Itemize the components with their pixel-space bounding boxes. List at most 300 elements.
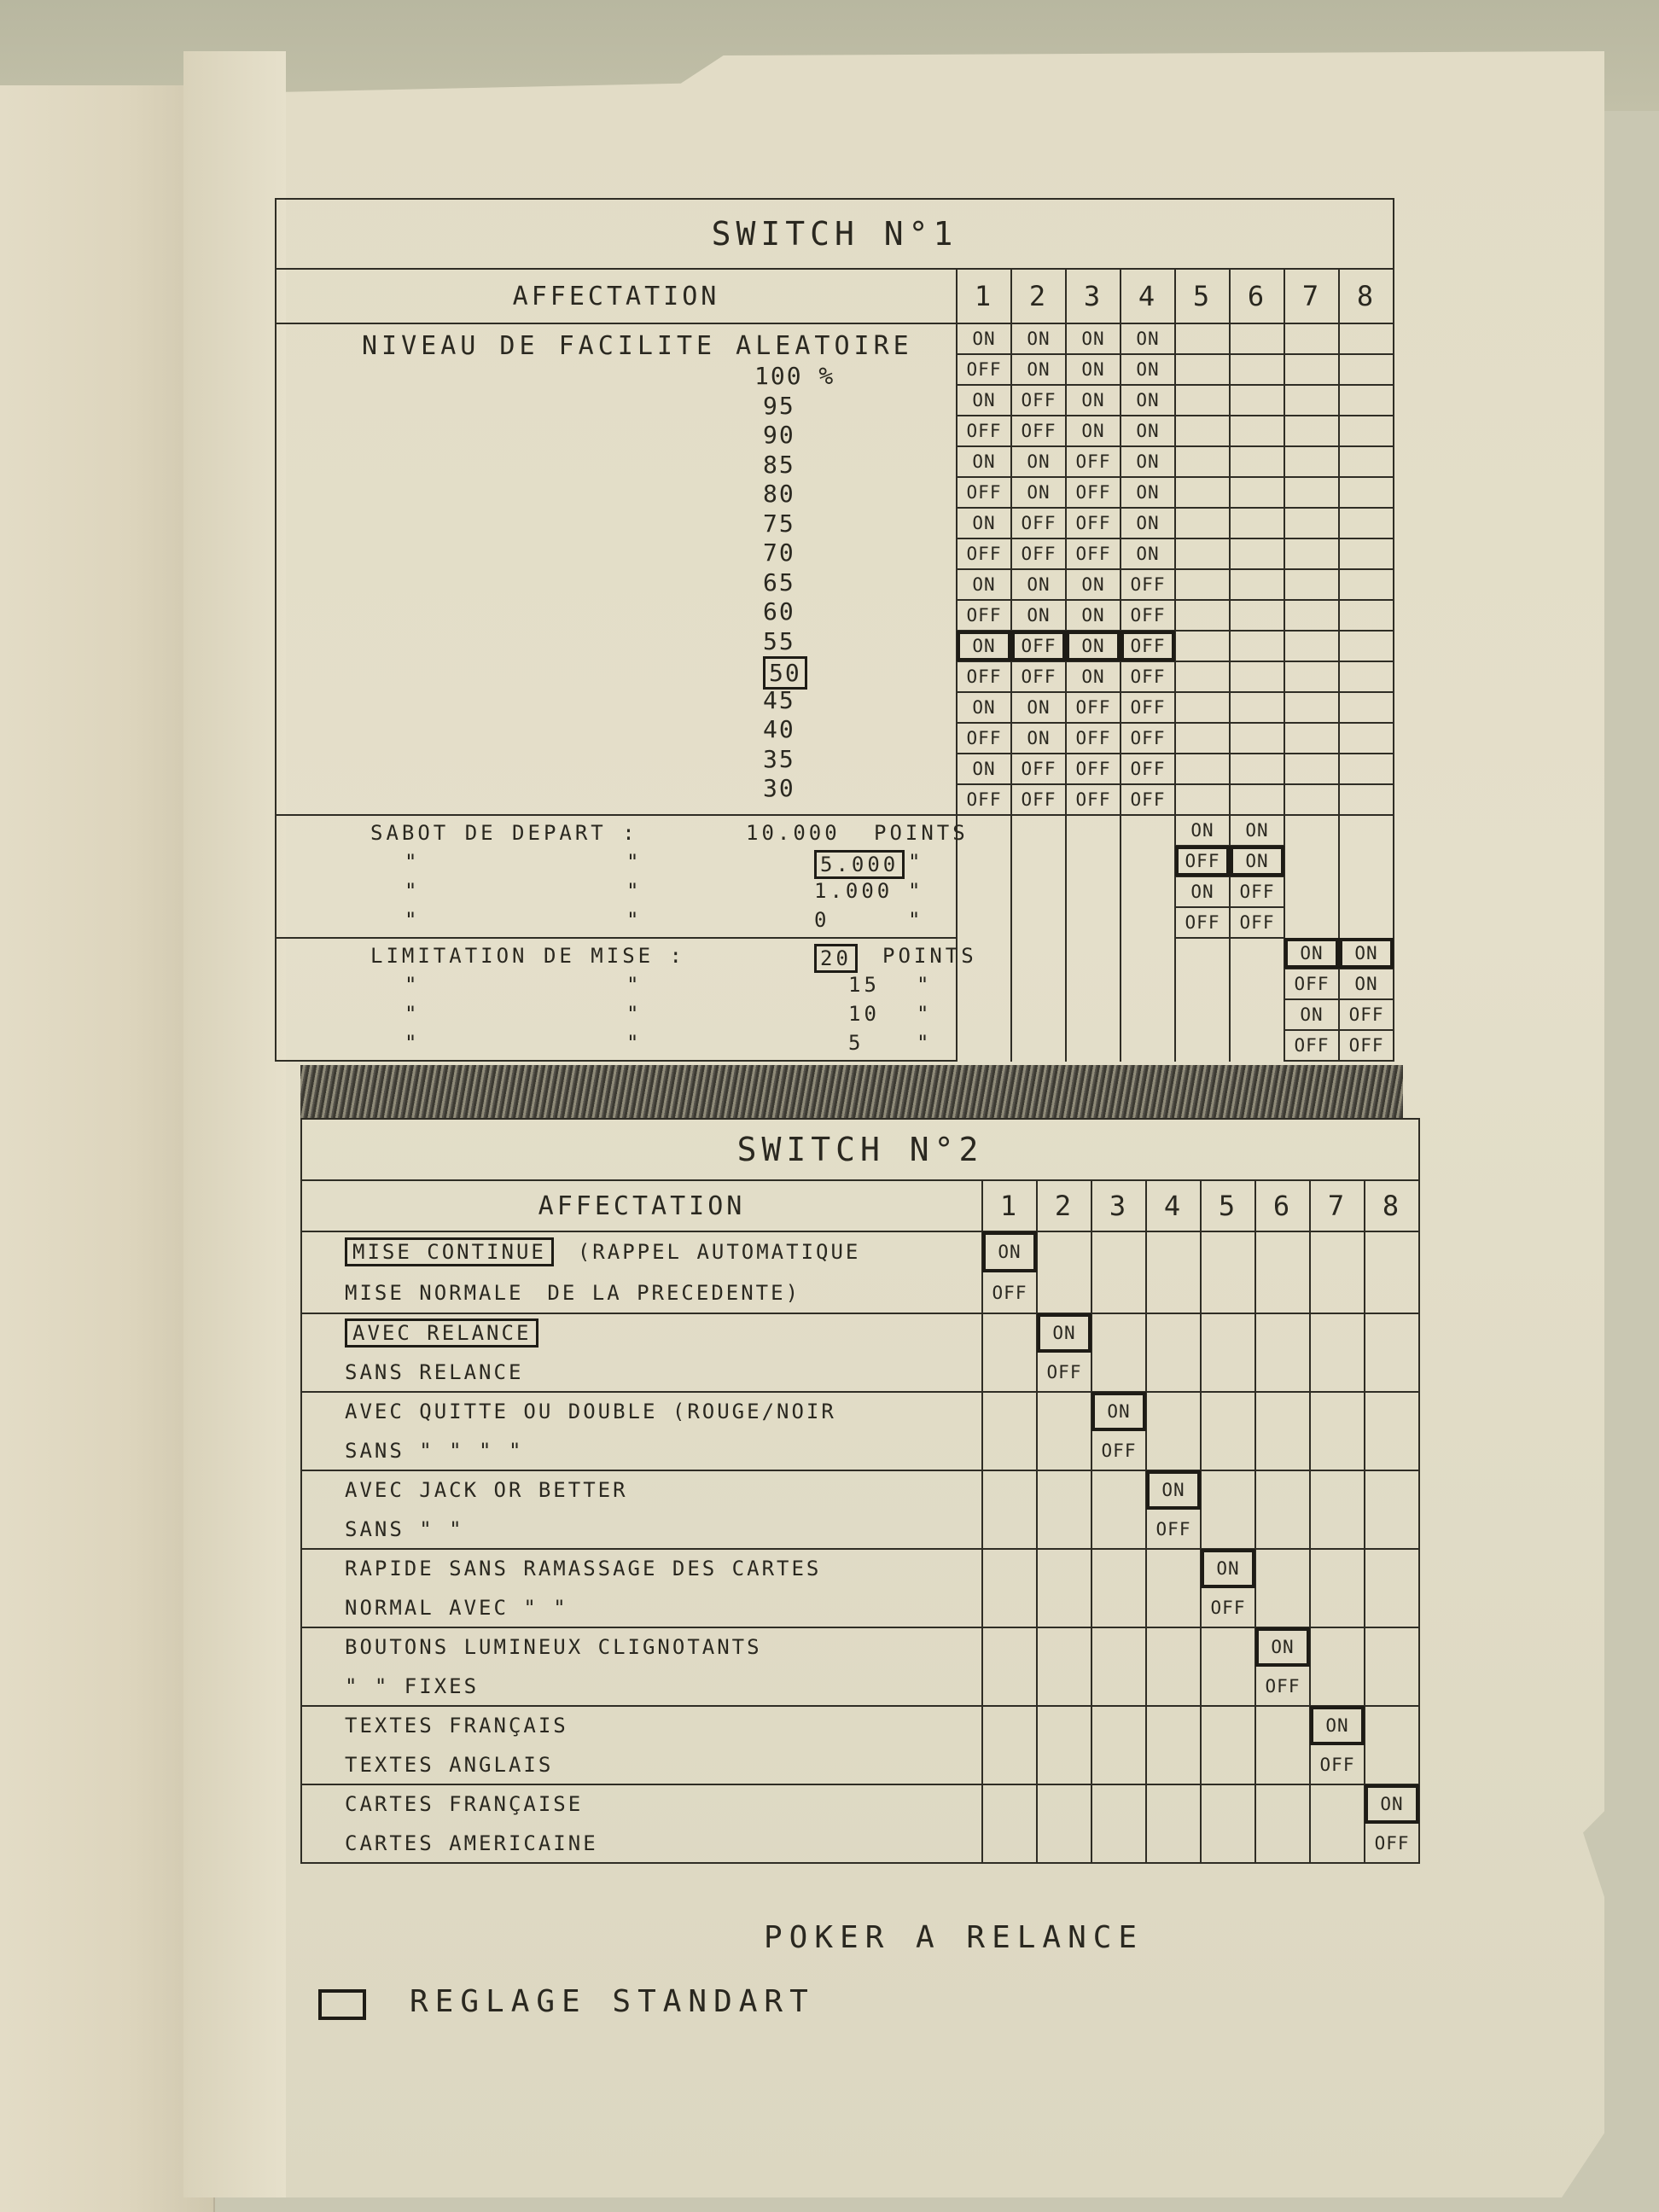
switch-value-cell <box>1255 1470 1310 1510</box>
switch-value-cell: ON <box>1175 876 1230 907</box>
switch-value-cell: OFF <box>1011 416 1066 446</box>
column-header: 2 <box>1037 1180 1091 1231</box>
switch-value-cell <box>1365 1510 1419 1549</box>
switch-value-cell <box>1230 723 1284 754</box>
switch-value-cell <box>1339 354 1394 385</box>
switch-value-cell <box>1230 600 1284 631</box>
switch-value-cell <box>1011 815 1066 846</box>
switch-value-cell <box>1037 1824 1091 1863</box>
switch-value-cell: OFF <box>1175 907 1230 938</box>
option-text: CARTES AMERICAINE <box>345 1831 598 1855</box>
switch-value-cell: ON <box>1121 508 1175 538</box>
switch-value-cell <box>1146 1824 1201 1863</box>
switch-value-cell <box>1284 754 1339 784</box>
switch-value-cell: OFF <box>1121 784 1175 815</box>
sabot-line <box>370 821 969 845</box>
switch-value-cell <box>1091 1549 1146 1588</box>
option-text: SANS RELANCE <box>345 1360 524 1384</box>
switch2-row <box>301 1706 1419 1745</box>
switch-value-cell <box>1339 661 1394 692</box>
switch-value-cell <box>1121 999 1175 1030</box>
switch2-option-label <box>301 1272 982 1313</box>
switch-value-cell <box>1339 723 1394 754</box>
switch-value-cell <box>1339 446 1394 477</box>
switch-value-cell <box>1230 661 1284 692</box>
switch-value-cell: ON <box>957 692 1011 723</box>
switch-value-cell <box>957 1030 1011 1061</box>
switch-value-cell <box>1121 815 1175 846</box>
switch-value-cell <box>1175 661 1230 692</box>
switch-value-cell <box>1175 784 1230 815</box>
switch-value-cell <box>1284 815 1339 846</box>
switch-value-cell <box>1091 1627 1146 1667</box>
switch-value-cell <box>1284 416 1339 446</box>
switch2-row <box>301 1588 1419 1627</box>
switch-value-cell <box>1230 477 1284 508</box>
switch-value-cell <box>982 1627 1037 1667</box>
switch-value-cell <box>1230 631 1284 661</box>
switch-value-cell <box>1066 815 1121 846</box>
niveau-label: NIVEAU DE FACILITE ALEATOIRE <box>362 331 913 361</box>
switch-value-cell: ON <box>1011 354 1066 385</box>
switch-value-cell: ON <box>1175 815 1230 846</box>
switch-value-cell: OFF <box>1175 846 1230 876</box>
switch-value-cell <box>1339 508 1394 538</box>
standard-setting-legend-box <box>318 1989 366 2020</box>
switch-value-cell <box>1339 876 1394 907</box>
switch-value-cell <box>1284 723 1339 754</box>
niveau-level: 55 <box>763 626 795 655</box>
switch-value-cell <box>1146 1627 1201 1667</box>
switch-value-cell <box>1230 446 1284 477</box>
switch-value-cell: ON <box>1091 1392 1146 1431</box>
switch-value-cell <box>982 1745 1037 1784</box>
switch-value-cell <box>1037 1231 1091 1272</box>
limitation-amount: 15 <box>848 973 880 997</box>
switch2-table <box>300 1118 1420 1864</box>
switch-value-cell: OFF <box>957 354 1011 385</box>
switch-value-cell: OFF <box>1011 754 1066 784</box>
switch-value-cell <box>957 846 1011 876</box>
switch2-option-label <box>301 1470 982 1510</box>
switch-value-cell <box>1121 876 1175 907</box>
switch-value-cell: OFF <box>1230 876 1284 907</box>
switch-value-cell <box>1230 1030 1284 1061</box>
switch-value-cell <box>1339 323 1394 354</box>
switch-value-cell <box>1365 1353 1419 1392</box>
switch-value-cell <box>1175 723 1230 754</box>
switch-value-cell: ON <box>1121 538 1175 569</box>
switch-value-cell <box>1121 846 1175 876</box>
niveau-level: 65 <box>763 568 795 597</box>
switch-value-cell <box>1146 1353 1201 1392</box>
switch2-row <box>301 1627 1419 1667</box>
switch-value-cell <box>982 1549 1037 1588</box>
switch-value-cell: ON <box>1121 354 1175 385</box>
column-header: 5 <box>1201 1180 1255 1231</box>
switch-value-cell: ON <box>957 385 1011 416</box>
switch-value-cell <box>1365 1745 1419 1784</box>
switch-value-cell <box>1175 477 1230 508</box>
switch-value-cell <box>1365 1588 1419 1627</box>
switch2-row <box>301 1392 1419 1431</box>
sabot-amount: 5.000 <box>814 850 905 879</box>
niveau-level: 95 <box>763 391 795 420</box>
switch-value-cell <box>1091 1353 1146 1392</box>
switch-value-cell <box>1339 538 1394 569</box>
switch-value-cell <box>1091 1510 1146 1549</box>
switch-value-cell: OFF <box>1284 969 1339 999</box>
switch-value-cell <box>1310 1627 1365 1667</box>
switch-value-cell <box>1255 1431 1310 1470</box>
switch-value-cell <box>982 1706 1037 1745</box>
switch-value-cell: OFF <box>1066 477 1121 508</box>
limitation-unit: " <box>917 1031 933 1055</box>
sabot-amount: 1.000 <box>814 879 894 903</box>
switch-value-cell: ON <box>1284 999 1339 1030</box>
switch-value-cell <box>1310 1549 1365 1588</box>
limitation-line <box>405 1002 934 1026</box>
switch-value-cell <box>1339 784 1394 815</box>
switch1-title: SWITCH N°1 <box>276 199 1394 269</box>
switch-value-cell <box>1175 938 1230 969</box>
switch-value-cell: ON <box>1121 477 1175 508</box>
switch-value-cell <box>1201 1272 1255 1313</box>
niveau-level: 90 <box>763 421 795 449</box>
switch-value-cell <box>1066 846 1121 876</box>
switch-value-cell: OFF <box>1121 754 1175 784</box>
switch-value-cell <box>1255 1313 1310 1353</box>
option-text: TEXTES FRANÇAIS <box>345 1714 568 1738</box>
switch1-table <box>275 198 1394 1062</box>
option-text: CARTES FRANÇAISE <box>345 1792 584 1816</box>
switch-value-cell <box>1201 1353 1255 1392</box>
switch-value-cell: OFF <box>1011 784 1066 815</box>
switch2-option-label <box>301 1392 982 1431</box>
switch-value-cell <box>1339 815 1394 846</box>
switch-value-cell <box>957 907 1011 938</box>
switch-value-cell <box>1037 1706 1091 1745</box>
switch2-option-label <box>301 1667 982 1706</box>
switch-value-cell <box>1284 446 1339 477</box>
switch-value-cell <box>1091 1824 1146 1863</box>
switch-value-cell: ON <box>1011 446 1066 477</box>
column-header: 7 <box>1284 269 1339 323</box>
switch-value-cell <box>1339 600 1394 631</box>
switch-value-cell: OFF <box>957 723 1011 754</box>
switch-value-cell <box>1201 1784 1255 1824</box>
switch-value-cell: OFF <box>1339 999 1394 1030</box>
switch-value-cell: ON <box>1339 938 1394 969</box>
switch-value-cell: OFF <box>957 784 1011 815</box>
switch-value-cell: OFF <box>1011 508 1066 538</box>
switch2-row <box>301 1313 1419 1353</box>
ditto-mark: " <box>405 1031 421 1055</box>
switch-value-cell <box>1037 1549 1091 1588</box>
switch-value-cell: ON <box>1365 1784 1419 1824</box>
column-header: 6 <box>1255 1180 1310 1231</box>
switch-value-cell <box>1201 1313 1255 1353</box>
switch-value-cell <box>1284 569 1339 600</box>
hatched-divider <box>300 1065 1403 1118</box>
switch-value-cell <box>1146 1784 1201 1824</box>
switch-value-cell <box>1365 1431 1419 1470</box>
switch-value-cell <box>1201 1706 1255 1745</box>
switch-value-cell <box>1339 846 1394 876</box>
switch-value-cell <box>1121 907 1175 938</box>
switch-value-cell <box>1255 1231 1310 1272</box>
ditto-mark: " <box>405 879 421 903</box>
sabot-line <box>405 908 934 932</box>
switch-value-cell: OFF <box>957 477 1011 508</box>
switch-value-cell: ON <box>1284 938 1339 969</box>
switch-value-cell: OFF <box>1230 907 1284 938</box>
switch-value-cell: OFF <box>1011 538 1066 569</box>
document-title: POKER A RELANCE <box>764 1920 1144 1955</box>
sabot-unit: " <box>908 879 924 903</box>
switch-value-cell: OFF <box>1121 692 1175 723</box>
switch-value-cell: OFF <box>1121 600 1175 631</box>
option-text: SANS " " <box>345 1517 464 1541</box>
switch-value-cell: OFF <box>1066 538 1121 569</box>
switch-value-cell <box>1284 354 1339 385</box>
switch-value-cell <box>1284 692 1339 723</box>
switch-value-cell <box>1310 1313 1365 1353</box>
switch-value-cell <box>1175 446 1230 477</box>
switch-value-cell <box>1284 385 1339 416</box>
switch-value-cell <box>1037 1272 1091 1313</box>
switch-value-cell <box>1339 631 1394 661</box>
switch-value-cell: OFF <box>957 661 1011 692</box>
switch-value-cell <box>1091 1470 1146 1510</box>
switch-value-cell <box>1255 1272 1310 1313</box>
switch-value-cell <box>1310 1431 1365 1470</box>
switch-value-cell: OFF <box>1011 385 1066 416</box>
switch-value-cell: ON <box>1066 354 1121 385</box>
limitation-label: LIMITATION DE MISE : <box>370 944 685 968</box>
ditto-mark: " <box>405 908 421 932</box>
switch-value-cell <box>1037 1784 1091 1824</box>
switch-value-cell <box>982 1784 1037 1824</box>
switch-value-cell: ON <box>957 631 1011 661</box>
switch-value-cell: OFF <box>1091 1431 1146 1470</box>
switch-value-cell <box>1201 1431 1255 1470</box>
switch2-row <box>301 1231 1419 1272</box>
switch-value-cell <box>1284 631 1339 661</box>
switch-value-cell <box>1230 416 1284 446</box>
option-text: RAPIDE SANS RAMASSAGE DES CARTES <box>345 1557 822 1580</box>
option-note: DE LA PRECEDENTE) <box>547 1281 801 1305</box>
switch-value-cell <box>1037 1431 1091 1470</box>
switch2-row <box>301 1549 1419 1588</box>
switch-value-cell: ON <box>1011 723 1066 754</box>
switch2-row <box>301 1272 1419 1313</box>
switch-value-cell: OFF <box>1066 508 1121 538</box>
switch-value-cell: ON <box>1121 323 1175 354</box>
switch-value-cell <box>1284 600 1339 631</box>
switch-value-cell: ON <box>1011 600 1066 631</box>
switch-value-cell <box>1146 1392 1201 1431</box>
option-text: AVEC JACK OR BETTER <box>345 1478 628 1502</box>
switch2-row <box>301 1470 1419 1510</box>
switch2-option-label <box>301 1745 982 1784</box>
switch-value-cell <box>1037 1745 1091 1784</box>
limitation-section-label <box>276 938 977 1061</box>
switch-value-cell: OFF <box>1121 569 1175 600</box>
switch2-row <box>301 1745 1419 1784</box>
switch2-option-label <box>301 1549 982 1588</box>
limitation-amount: 10 <box>848 1002 880 1026</box>
niveau-level: 30 <box>763 774 795 802</box>
switch-value-cell <box>1255 1824 1310 1863</box>
switch-value-cell: OFF <box>1066 784 1121 815</box>
switch-value-cell <box>982 1470 1037 1510</box>
switch-value-cell <box>1201 1231 1255 1272</box>
niveau-section-label <box>276 323 957 815</box>
affectation-header: AFFECTATION <box>301 1180 982 1231</box>
switch-value-cell <box>1011 969 1066 999</box>
switch-value-cell <box>1255 1706 1310 1745</box>
column-header: 3 <box>1066 269 1121 323</box>
niveau-level: 75 <box>763 509 795 538</box>
switch-value-cell <box>1230 784 1284 815</box>
switch-value-cell <box>1121 1030 1175 1061</box>
switch-value-cell: OFF <box>1121 661 1175 692</box>
switch-value-cell: OFF <box>1066 692 1121 723</box>
switch-value-cell: OFF <box>1339 1030 1394 1061</box>
switch-value-cell <box>1230 692 1284 723</box>
switch-value-cell <box>1175 969 1230 999</box>
switch-value-cell <box>1091 1588 1146 1627</box>
switch-value-cell <box>1201 1627 1255 1667</box>
switch-value-cell <box>1175 631 1230 661</box>
switch-value-cell <box>1175 385 1230 416</box>
limitation-unit: POINTS <box>882 944 977 968</box>
switch-value-cell <box>1255 1549 1310 1588</box>
switch-value-cell <box>1175 323 1230 354</box>
sheet-fold-shadow <box>183 51 286 2197</box>
switch-value-cell <box>1255 1745 1310 1784</box>
switch-value-cell <box>1230 323 1284 354</box>
switch-value-cell: OFF <box>1066 723 1121 754</box>
switch-value-cell <box>1146 1431 1201 1470</box>
switch-value-cell <box>1121 938 1175 969</box>
switch-value-cell <box>957 969 1011 999</box>
switch2-option-label <box>301 1824 982 1863</box>
switch-value-cell <box>1175 569 1230 600</box>
switch-value-cell: OFF <box>1146 1510 1201 1549</box>
switch-value-cell <box>1339 907 1394 938</box>
switch-value-cell: ON <box>1011 323 1066 354</box>
switch-value-cell <box>1230 999 1284 1030</box>
switch2-row <box>301 1667 1419 1706</box>
switch-value-cell: ON <box>1310 1706 1365 1745</box>
niveau-level: 100 % <box>754 362 835 390</box>
switch-value-cell <box>982 1353 1037 1392</box>
switch-value-cell <box>1230 508 1284 538</box>
switch-value-cell <box>1011 999 1066 1030</box>
switch-value-cell <box>1011 1030 1066 1061</box>
switch-value-cell <box>1365 1627 1419 1667</box>
niveau-level: 40 <box>763 715 795 743</box>
switch-value-cell <box>1201 1392 1255 1431</box>
switch-value-cell <box>1201 1745 1255 1784</box>
column-header: 6 <box>1230 269 1284 323</box>
switch-value-cell <box>1310 1353 1365 1392</box>
switch-value-cell <box>1146 1745 1201 1784</box>
column-header: 1 <box>957 269 1011 323</box>
switch-value-cell <box>1091 1745 1146 1784</box>
ditto-mark: " <box>405 850 421 874</box>
limitation-amount: 5 <box>848 1031 864 1055</box>
switch2-title: SWITCH N°2 <box>301 1119 1419 1180</box>
switch2-option-label <box>301 1353 982 1392</box>
switch-value-cell <box>1284 784 1339 815</box>
switch-value-cell: ON <box>1066 600 1121 631</box>
switch-value-cell: ON <box>982 1231 1037 1272</box>
switch-value-cell: ON <box>1011 692 1066 723</box>
switch-value-cell: OFF <box>982 1272 1037 1313</box>
switch-value-cell: ON <box>1121 385 1175 416</box>
limitation-row <box>276 938 1394 969</box>
switch-value-cell <box>1310 1272 1365 1313</box>
switch-value-cell <box>1091 1784 1146 1824</box>
switch-value-cell <box>1037 1392 1091 1431</box>
switch-value-cell <box>1230 354 1284 385</box>
switch-value-cell: OFF <box>957 600 1011 631</box>
ditto-mark: " <box>626 973 643 997</box>
switch-value-cell <box>1066 907 1121 938</box>
ditto-mark: " <box>626 1031 643 1055</box>
switch2-row <box>301 1353 1419 1392</box>
switch-value-cell <box>982 1431 1037 1470</box>
switch-value-cell <box>1310 1784 1365 1824</box>
column-header: 2 <box>1011 269 1066 323</box>
sabot-row <box>276 815 1394 846</box>
switch-value-cell: ON <box>1066 385 1121 416</box>
switch-value-cell <box>1284 846 1339 876</box>
switch-value-cell <box>1365 1470 1419 1510</box>
switch-value-cell <box>1066 1030 1121 1061</box>
switch-value-cell: ON <box>957 569 1011 600</box>
switch-value-cell <box>1255 1353 1310 1392</box>
option-text: TEXTES ANGLAIS <box>345 1753 554 1777</box>
switch-value-cell <box>1365 1549 1419 1588</box>
switch-value-cell <box>1365 1667 1419 1706</box>
switch-value-cell <box>1175 538 1230 569</box>
switch-value-cell <box>1037 1470 1091 1510</box>
switch-value-cell <box>1284 661 1339 692</box>
switch-value-cell: OFF <box>1255 1667 1310 1706</box>
niveau-level: 35 <box>763 744 795 773</box>
switch-value-cell <box>1230 938 1284 969</box>
switch-value-cell <box>1091 1667 1146 1706</box>
switch-value-cell: ON <box>1201 1549 1255 1588</box>
switch-value-cell: OFF <box>957 538 1011 569</box>
switch2-option-label <box>301 1313 982 1353</box>
switch-value-cell: OFF <box>1365 1824 1419 1863</box>
switch-value-cell <box>1255 1392 1310 1431</box>
column-header: 5 <box>1175 269 1230 323</box>
limitation-line <box>405 973 934 997</box>
switch-value-cell: OFF <box>1011 661 1066 692</box>
switch-value-cell <box>1091 1231 1146 1272</box>
limitation-line <box>405 1031 934 1055</box>
switch2-option-label <box>301 1706 982 1745</box>
option-text: " " FIXES <box>345 1674 480 1698</box>
sabot-line <box>405 879 934 903</box>
switch-value-cell <box>1011 846 1066 876</box>
